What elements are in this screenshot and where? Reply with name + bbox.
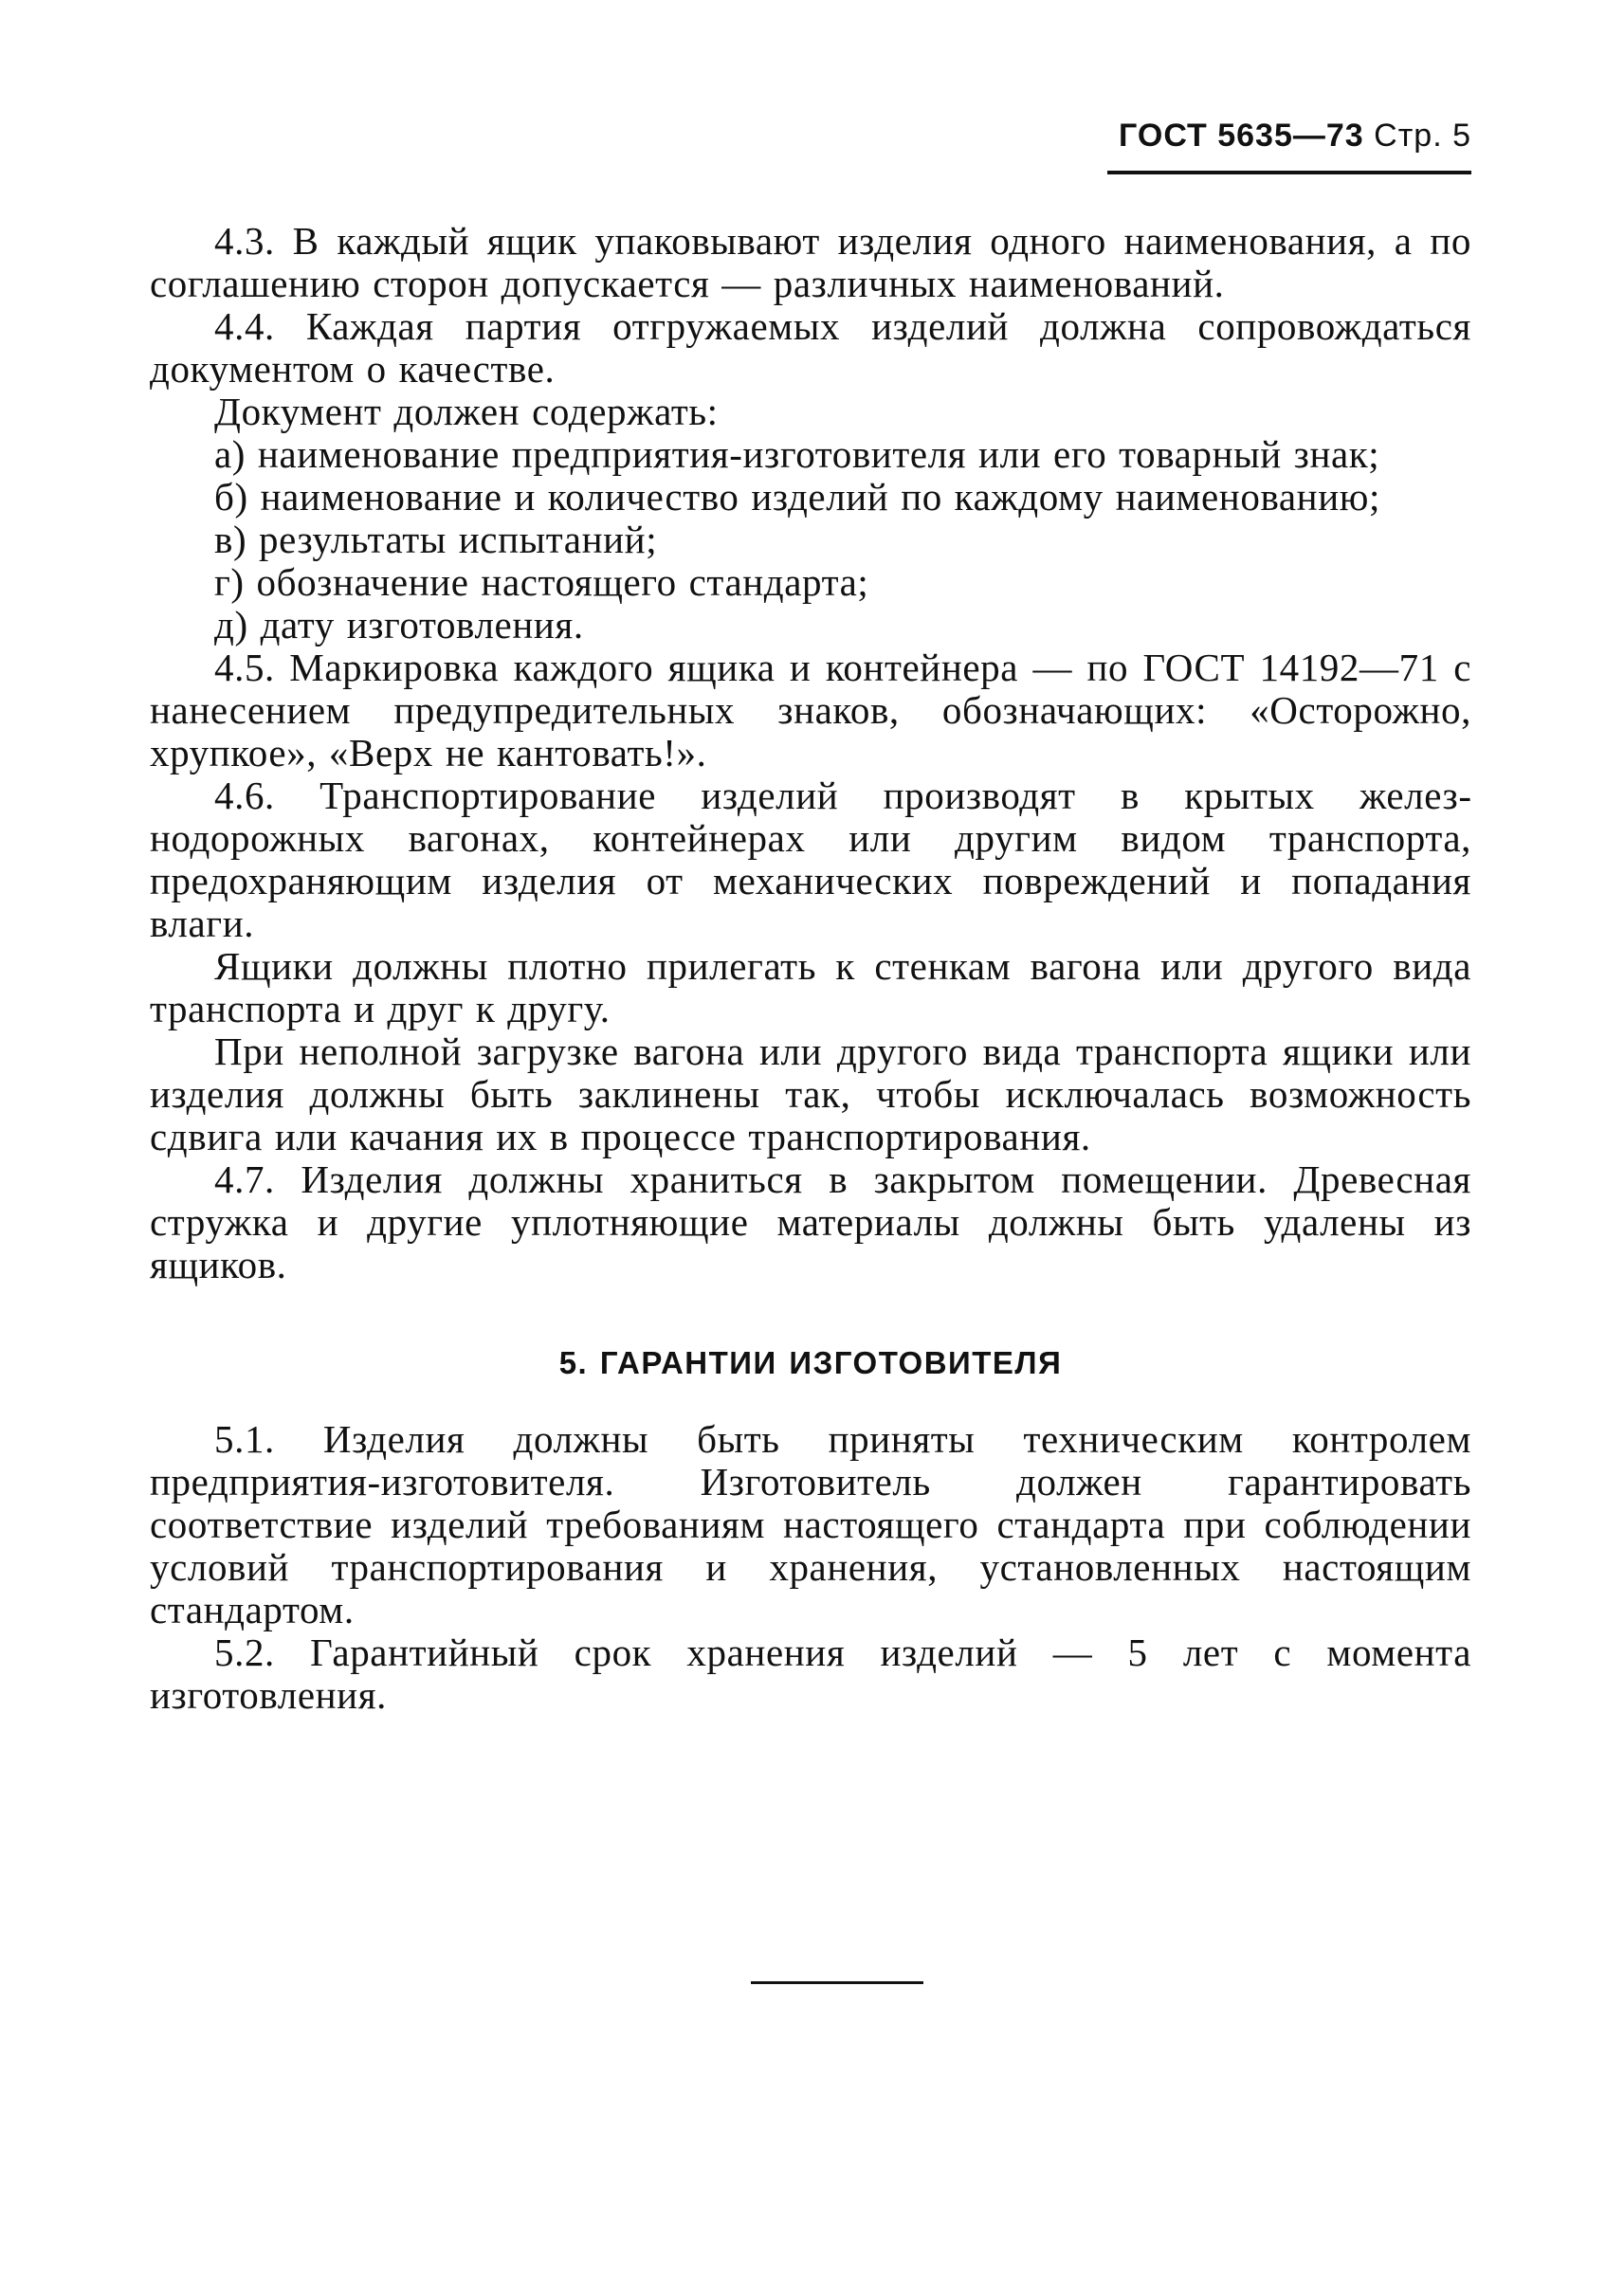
document-contents-intro: Документ должен содержать:: [214, 390, 719, 433]
page-number: Стр. 5: [1374, 118, 1471, 154]
paragraph-5-1: 5.1. Изделия должны быть приняты техническим контролем предприятия-изготовителя. Изготовитель должен гарантировать соответствие изделий требованиям настоящего стандарта при соблюдении условий транспортирования и хранения, установленных настоящим стандартом.: [150, 1417, 1471, 1631]
standard-number: ГОСТ 5635—73: [1119, 118, 1364, 154]
paragraph-4-6-continuation-2: При неполной загрузке вагона или другого вида транспорта ящики или изделия должны быть заклинены так, чтобы исключалась возможность сдвига или качания их в процессе транспортирования.: [150, 1030, 1471, 1158]
list-item-g: г) обозначение настоящего стандарта;: [214, 560, 869, 604]
paragraph-4-5: 4.5. Маркировка каждого ящика и контейнера — по ГОСТ 14192—71 с нанесением предупредительных знаков, обозначающих: «Осторожно, хрупкое», «Верх не кантовать!».: [150, 646, 1471, 774]
paragraph-4-6: 4.6. Транспортирование изделий производят в крытых железнодорожных вагонах, контейнерах или другим видом транспорта, предохраняющим изделия от механических повреждений и попадания влаги.: [150, 774, 1471, 945]
header-rule: [1107, 171, 1471, 174]
paragraph-4-4: 4.4. Каждая партия отгружаемых изделий должна сопровождаться документом о качестве.: [150, 304, 1471, 391]
end-rule: [751, 1981, 923, 1984]
list-item-a: а) наименование предприятия-изготовителя или его товарный знак;: [214, 432, 1380, 476]
list-item-v: в) результаты испытаний;: [214, 518, 658, 561]
paragraph-4-7: 4.7. Изделия должны храниться в закрытом помещении. Древесная стружка и другие уплотняющие материалы должны быть удалены из ящиков.: [150, 1157, 1471, 1286]
paragraph-5-2: 5.2. Гарантийный срок хранения изделий — 5 лет с момента изготовления.: [150, 1631, 1471, 1717]
paragraph-4-3: 4.3. В каждый ящик упаковывают изделия одного наименования, а по соглашению сторон допускается — различных наименований.: [150, 219, 1471, 305]
page-header: [1062, 118, 1471, 155]
list-item-d: д) дату изготовления.: [214, 603, 584, 647]
list-item-b: б) наименование и количество изделий по каждому наименованию;: [214, 475, 1380, 519]
document-body: [150, 220, 1471, 1717]
paragraph-4-6-continuation-1: Ящики должны плотно прилегать к стенкам вагона или другого вида транспорта и друг к другу.: [150, 944, 1471, 1030]
section-5-heading: 5. ГАРАНТИИ ИЗГОТОВИТЕЛЯ: [558, 1345, 1063, 1380]
